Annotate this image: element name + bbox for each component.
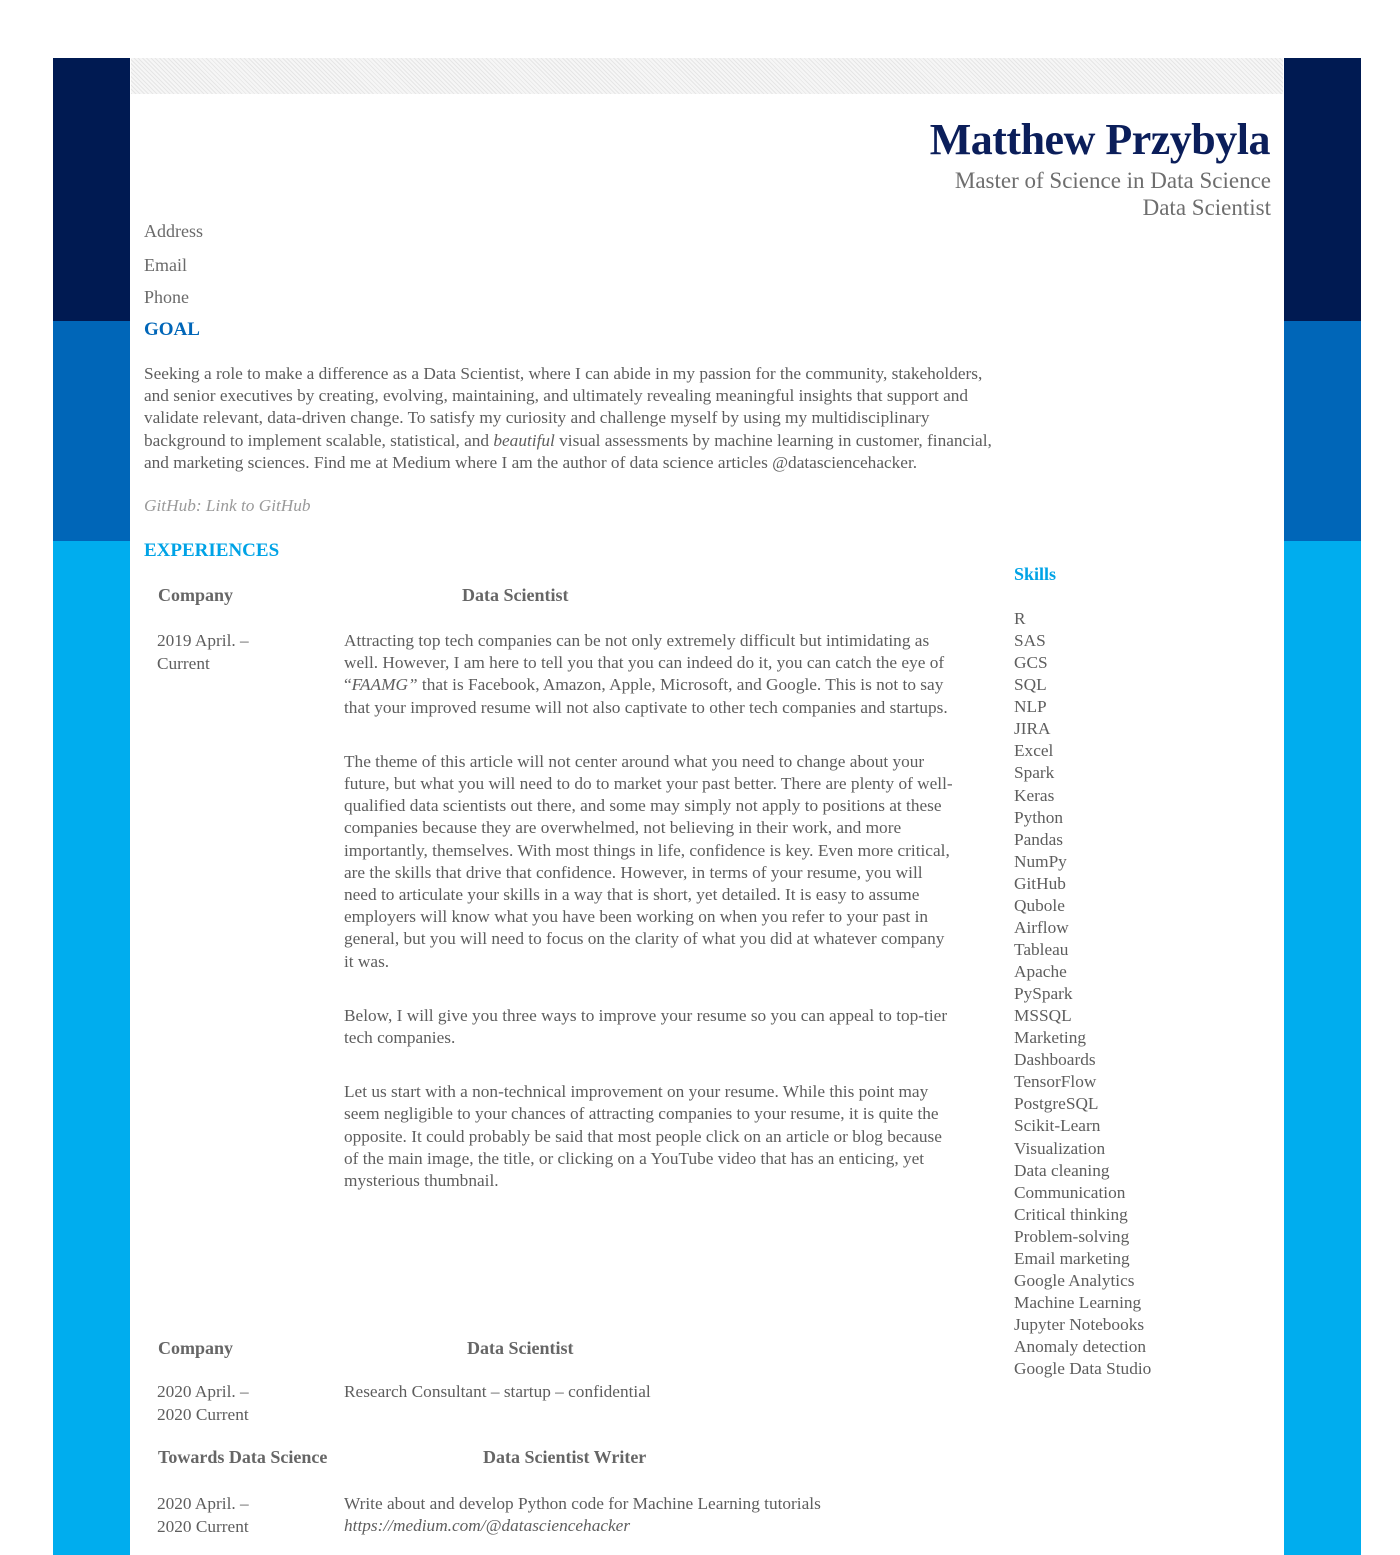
left-band-mid [53, 321, 130, 541]
resume-name: Matthew Przybyla [929, 115, 1270, 164]
skill-item: Google Data Studio [1014, 1359, 1152, 1379]
skill-item: Scikit-Learn [1014, 1116, 1101, 1136]
skill-item: JIRA [1014, 719, 1051, 739]
skill-item: Machine Learning [1014, 1292, 1142, 1312]
experiences-heading: EXPERIENCES [144, 540, 280, 561]
job-date: 2020 April. – 2020 Current [157, 1494, 249, 1536]
skill-item: Python [1014, 807, 1063, 827]
contact-email: Email [144, 255, 187, 275]
resume-degree: Master of Science in Data Science [954, 168, 1271, 193]
right-band-dark [1284, 58, 1361, 321]
skill-item: Google Analytics [1014, 1270, 1135, 1290]
skills-heading: Skills [1014, 564, 1057, 584]
skill-item: PySpark [1014, 984, 1073, 1004]
skill-item: Pandas [1014, 829, 1063, 849]
job-date: 2019 April. – Current [157, 631, 249, 673]
skill-item: Qubole [1014, 895, 1065, 915]
job-company: Company [158, 585, 234, 605]
job-paragraph: Attracting top tech companies can be not only extremely difficult but intimidating as well. However, I am here to tell you that you can indeed do it, you can catch the eye of “FAAMG” that is Facebook, Amazon, Apple, Microsoft, and Google. This is not to say that your improved resume will not also captivate to other tech companies and startups. [344, 631, 948, 717]
skill-item: Visualization [1014, 1138, 1106, 1158]
skill-item: Apache [1014, 962, 1067, 981]
resume-role: Data Scientist [1142, 195, 1271, 220]
skill-item: SAS [1014, 631, 1046, 651]
skill-item: TensorFlow [1014, 1072, 1097, 1092]
skill-item: Email marketing [1014, 1248, 1130, 1268]
skill-item: NumPy [1014, 851, 1067, 871]
job-description: Research Consultant – startup – confidential [344, 1382, 651, 1401]
contact-address: Address [144, 221, 203, 241]
job-paragraph: The theme of this article will not center around what you need to change about your future, but what you will need to do to market your past better. There are plenty of well-qualified data scientists out there, and some may simply not apply to positions at these companies because they are overwhelmed, not believing in their work, and more importantly, themselves. With most things in life, confidence is key. Even more critical, are the skills that drive that confidence. However, in terms of your resume, you will need to articulate your skills in a way that is short, yet detailed. It is easy to assume employers will know what you have been working on when you refer to your past in general, but you will need to focus on the clarity of what you did at whatever company it was. [344, 751, 953, 971]
skill-item: Excel [1014, 741, 1054, 761]
skill-item: Keras [1014, 785, 1055, 805]
job-title: Data Scientist [462, 585, 569, 605]
skill-item: MSSQL [1014, 1006, 1072, 1026]
skill-item: Airflow [1014, 917, 1069, 937]
skill-item: Spark [1014, 763, 1055, 783]
job-company: Towards Data Science [158, 1447, 328, 1467]
job-company: Company [158, 1338, 234, 1358]
skill-item: NLP [1014, 697, 1047, 717]
skill-item: PostgreSQL [1014, 1094, 1099, 1114]
skill-item: Anomaly detection [1014, 1337, 1146, 1357]
skill-item: GitHub [1014, 873, 1066, 893]
job-date: 2020 April. – 2020 Current [157, 1382, 249, 1424]
skill-item: Marketing [1014, 1028, 1086, 1048]
header-hatch-strip [131, 58, 1283, 94]
goal-heading: GOAL [144, 319, 200, 340]
skill-item: Data cleaning [1014, 1160, 1110, 1180]
github-link[interactable]: GitHub: Link to GitHub [144, 496, 311, 515]
job-paragraph: Below, I will give you three ways to improve your resume so you can appeal to top-tier tech companies. [344, 1005, 948, 1048]
skill-item: Problem-solving [1014, 1226, 1130, 1246]
skill-item: Critical thinking [1014, 1204, 1128, 1224]
goal-text: Seeking a role to make a difference as a Data Scientist, where I can abide in my passion for the community, stakeholders, and senior executives by creating, evolving, maintaining, and ultimately revealing meaningful insights that support and validate relevant, data-driven change. To satisfy my curiosity and challenge myself by using my multidisciplinary background to implement scalable, statistical, and beautiful visual assessments by machine learning in customer, financial, and marketing sciences. Find me at Medium where I am the author of data science articles @datasciencehacker. [144, 364, 992, 472]
job-description: Write about and develop Python code for Machine Learning tutorials https://medium.com/@datasciencehacker [344, 1493, 1044, 1537]
skills-list [1014, 608, 1151, 1380]
skill-item: SQL [1014, 675, 1047, 695]
contact-phone: Phone [144, 287, 189, 307]
skill-item: R [1014, 609, 1026, 628]
right-band-mid [1284, 321, 1361, 541]
job-description [344, 630, 954, 1224]
right-band-light [1284, 541, 1361, 1555]
job-title: Data Scientist [467, 1338, 574, 1358]
skill-item: Tableau [1014, 939, 1069, 959]
skill-item: Communication [1014, 1182, 1126, 1202]
job-paragraph: Let us start with a non-technical improvement on your resume. While this point may seem negligible to your chances of attracting companies to your resume, it is quite the opposite. It could probably be said that most people click on an article or blog because of the main image, the title, or clicking on a YouTube video that has an enticing, yet mysterious thumbnail. [344, 1082, 942, 1191]
job-title: Data Scientist Writer [483, 1447, 647, 1467]
left-band-dark [53, 58, 130, 321]
skill-item: GCS [1014, 653, 1048, 673]
skill-item: Jupyter Notebooks [1014, 1315, 1145, 1334]
skill-item: Dashboards [1014, 1050, 1096, 1070]
medium-link[interactable]: https://medium.com/@datasciencehacker [344, 1516, 631, 1536]
goal-emphasis: beautiful [493, 430, 555, 450]
left-band-light [53, 541, 130, 1555]
